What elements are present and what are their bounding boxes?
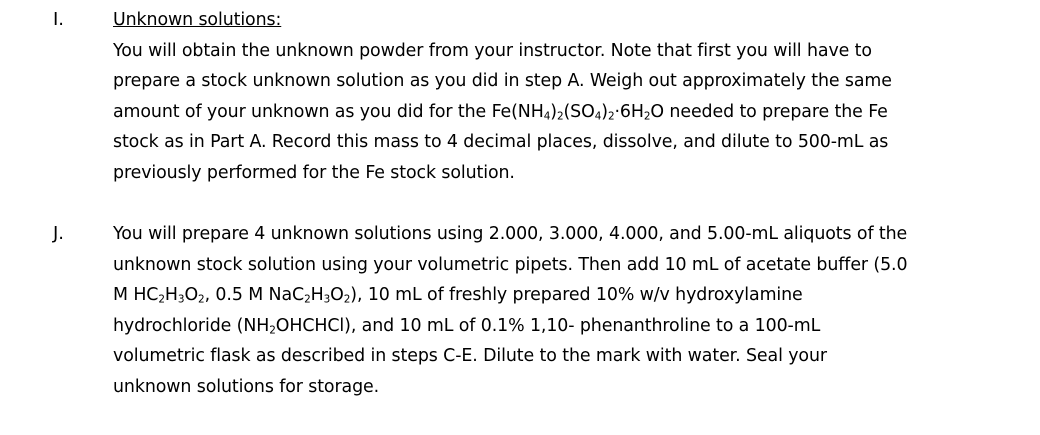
subscript: 2: [158, 293, 165, 306]
subscript: 2: [269, 324, 276, 337]
subscript: 4: [543, 110, 551, 123]
text-run: O: [184, 285, 199, 305]
subscript: 3: [177, 293, 185, 306]
section-i-marker: I.: [53, 9, 65, 30]
subscript: 2: [198, 293, 205, 306]
section-i-line-2: prepare a stock unknown solution as you did in step A. Weigh out approximately the same: [113, 71, 892, 91]
section-j-line-4: [113, 311, 1018, 342]
text-run: H: [310, 285, 324, 305]
section-i-line-1: You will obtain the unknown powder from your instructor. Note that first you will have to: [113, 40, 872, 61]
text-run: amount of your unknown as you did for the Fe(NH: [113, 101, 544, 122]
subscript: 2: [556, 110, 564, 123]
text-run: O: [330, 285, 344, 305]
text-run: ): [601, 101, 608, 122]
text-run: O needed to prepare the Fe: [650, 101, 888, 122]
section-i-line-3: [113, 97, 1018, 128]
subscript: 2: [304, 293, 311, 306]
section-j-line-5: volumetric flask as described in steps C-E. Dilute to the mark with water. Seal your: [113, 346, 827, 366]
section-i-heading: Unknown solutions:: [113, 10, 282, 30]
section-j-line-1: You will prepare 4 unknown solutions using 2.000, 3.000, 4.000, and 5.00-mL aliquots of the: [113, 224, 908, 244]
text-run: (SO: [563, 101, 595, 122]
text-run: M HC: [113, 285, 159, 305]
section-i-body: [113, 5, 1018, 188]
section-i-line-5: previously performed for the Fe stock solution.: [113, 162, 515, 183]
text-run: ): [550, 101, 557, 122]
text-run: OHCHCl), and 10 mL of 0.1% 1,10- phenanthroline to a 100-mL: [275, 315, 821, 336]
subscript: 2: [343, 293, 351, 306]
section-i-line-4: stock as in Part A. Record this mass to 4 decimal places, dissolve, and dilute to 500-mL as: [113, 132, 889, 152]
subscript: 3: [323, 293, 331, 306]
text-run: ), 10 mL of freshly prepared 10% w/v hydroxylamine: [350, 285, 803, 305]
section-j-line-2: unknown stock solution using your volumetric pipets. Then add 10 mL of acetate buffer (5.0: [113, 254, 908, 275]
text-run: , 0.5 M NaC: [204, 285, 305, 305]
text-run: hydrochloride (NH: [113, 315, 270, 336]
subscript: 4: [594, 110, 602, 123]
section-j-body: [113, 219, 1018, 402]
text-run: ·6H: [614, 101, 644, 122]
section-j-marker: J.: [53, 223, 65, 244]
subscript: 2: [607, 110, 615, 123]
section-j-line-6: unknown solutions for storage.: [113, 376, 380, 397]
text-run: H: [164, 285, 178, 305]
subscript: 2: [643, 110, 651, 123]
section-j-line-3: [113, 280, 1018, 311]
